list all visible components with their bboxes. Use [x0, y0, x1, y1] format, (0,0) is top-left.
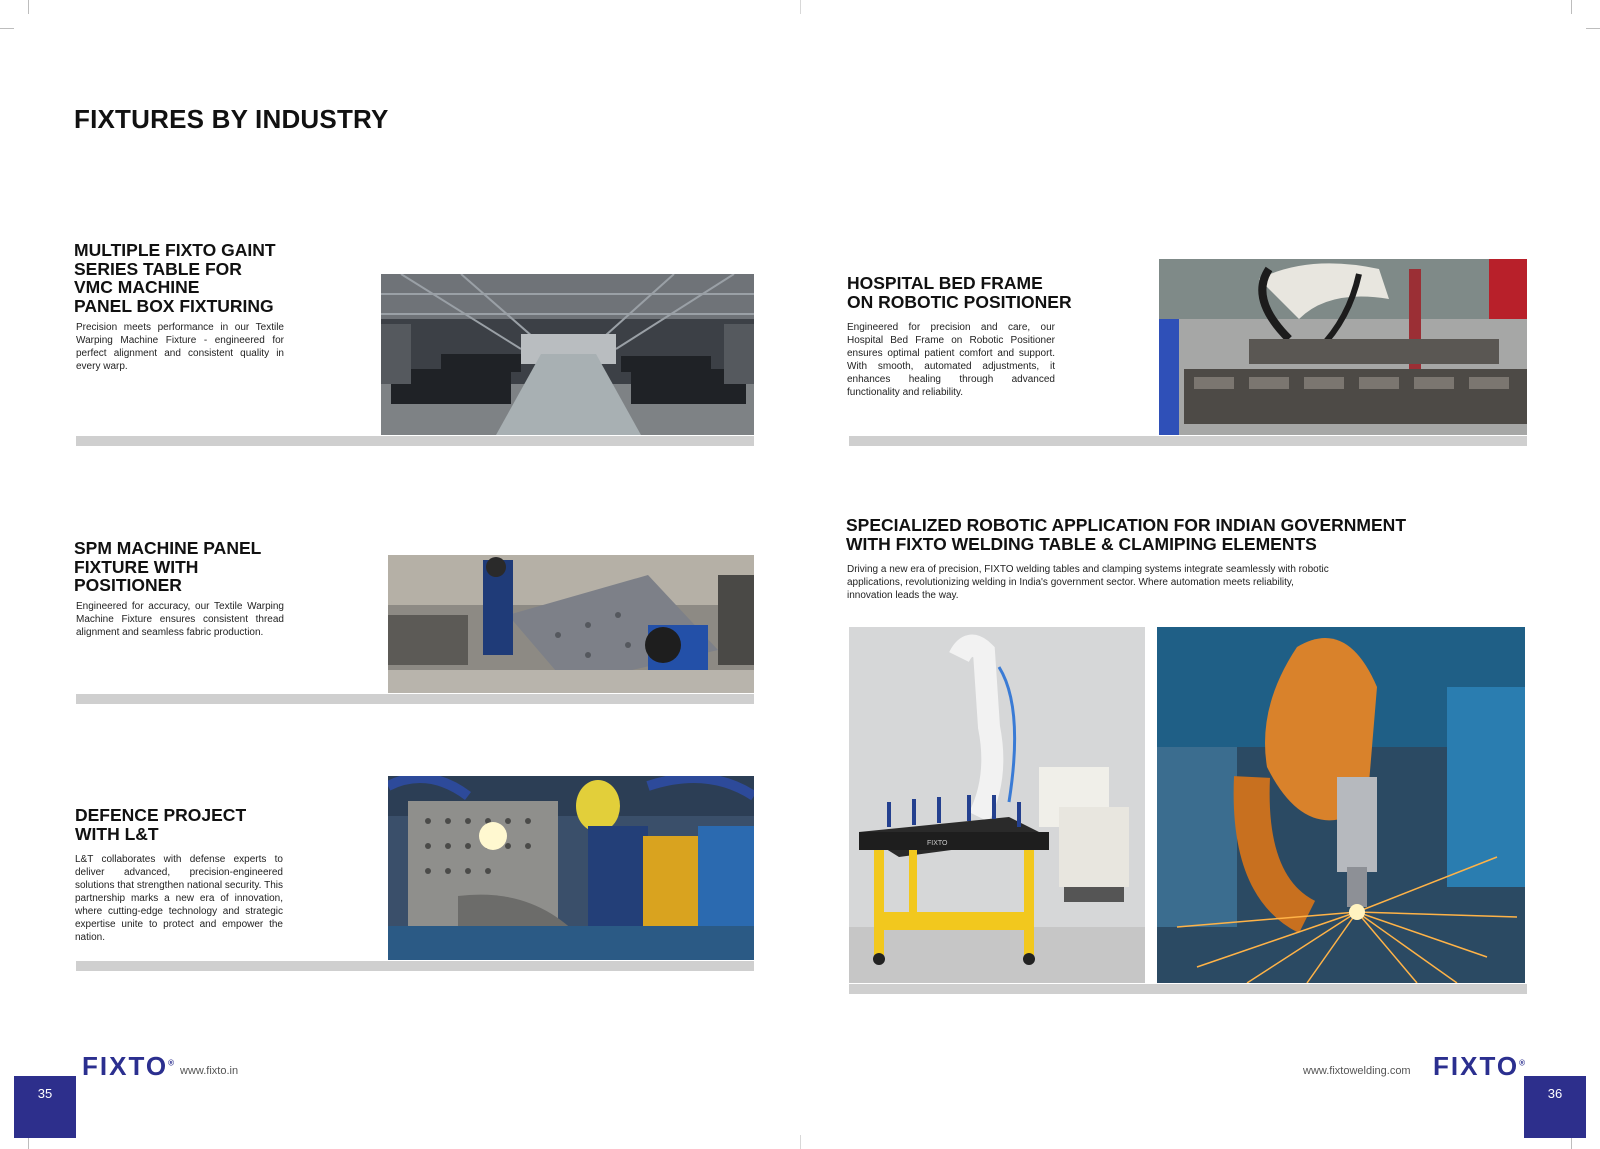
- robotic-section-text: Driving a new era of precision, FIXTO welding tables and clamping systems integrate seamlessly with robotic applications, revolutionizing welding in India's government sector. Where automation meets reliability, innovation leads the way.: [847, 564, 1329, 601]
- crop-mark: [0, 28, 14, 29]
- page-number-right: 36: [1524, 1076, 1586, 1138]
- defence-section-text: L&T collaborates with defense experts to deliver advanced, precision-engineered solutions that strengthen national security. This partnership marks a new era of innovation, where cutting-edge technology and strategic expertise unite to protect and empower the nation.: [75, 854, 283, 943]
- section-divider-bar: [76, 694, 754, 704]
- spm-fixture-photo: [388, 555, 754, 693]
- defence-section-title: DEFENCE PROJECT WITH L&T: [75, 805, 247, 844]
- footer-url-left[interactable]: www.fixto.in: [180, 1065, 239, 1077]
- fixto-logo-left: [82, 1051, 174, 1082]
- section-divider-bar: [76, 961, 754, 971]
- page-title: FIXTURES BY INDUSTRY: [74, 104, 389, 134]
- footer-url-right[interactable]: www.fixtowelding.com: [1303, 1065, 1411, 1077]
- section-divider-bar: [849, 436, 1527, 446]
- fixto-logo-right: [1433, 1051, 1525, 1082]
- vmc-section-text: Precision meets performance in our Textile Warping Machine Fixture - engineered for perfect alignment and consistent quality in every warp.: [76, 322, 284, 372]
- spine-mark: [800, 1135, 801, 1149]
- spm-section-title: SPM MACHINE PANEL FIXTURE WITH POSITIONER: [74, 538, 262, 595]
- spm-section-text: Engineered for accuracy, our Textile Warping Machine Fixture ensures consistent thread alignment and seamless fabric production.: [76, 601, 284, 638]
- crop-mark: [28, 0, 29, 14]
- logo-text: FIXTO: [1433, 1051, 1520, 1081]
- crop-mark: [1571, 0, 1572, 14]
- crop-mark: [1586, 28, 1600, 29]
- table-brand-label: FIXTO: [927, 840, 948, 847]
- vmc-section-title: MULTIPLE FIXTO GAINT SERIES TABLE FOR VMC MACHINE PANEL BOX FIXTURING: [74, 240, 276, 316]
- orange-robot-sparks-photo: [1157, 627, 1525, 983]
- logo-text: FIXTO: [82, 1051, 169, 1081]
- spine-mark: [800, 0, 801, 14]
- registered-mark: ®: [1519, 1058, 1525, 1068]
- page-number-left: 35: [14, 1076, 76, 1138]
- hospital-section-text: Engineered for precision and care, our Hospital Bed Frame on Robotic Positioner ensures optimal patient comfort and support. With smooth, automated adjustments, it enhances healing through advanced functionality and reliability.: [847, 322, 1055, 398]
- hospital-section-title: HOSPITAL BED FRAME ON ROBOTIC POSITIONER: [847, 273, 1072, 312]
- registered-mark: ®: [168, 1058, 174, 1068]
- section-divider-bar: [849, 984, 1527, 994]
- robot-welding-table-photo: [849, 627, 1145, 983]
- section-divider-bar: [76, 436, 754, 446]
- robotic-section-title: SPECIALIZED ROBOTIC APPLICATION FOR INDIAN GOVERNMENT WITH FIXTO WELDING TABLE & CLAMIPING ELEMENTS: [846, 515, 1407, 554]
- robotic-positioner-photo: [1159, 259, 1527, 435]
- welding-worker-photo: [388, 776, 754, 960]
- warehouse-photo: [381, 274, 754, 435]
